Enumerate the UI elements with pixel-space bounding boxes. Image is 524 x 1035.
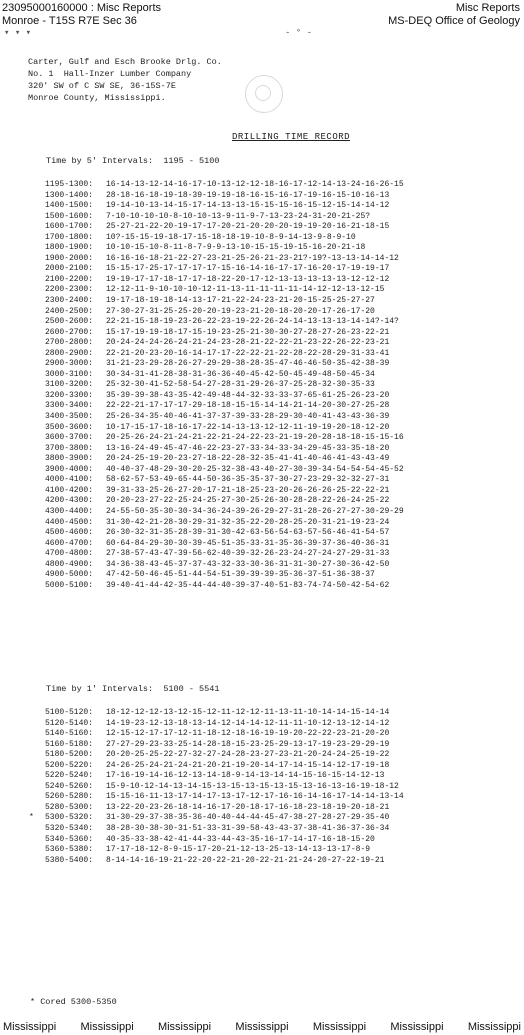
depth-interval: 3600-3700: xyxy=(45,433,94,443)
footer-state-label: Mississippi xyxy=(312,1021,367,1033)
table-row xyxy=(45,518,404,529)
time-values: 15-9-10-12-14-13-14-15-13-15-13-15-13-15-13-16-13-16-19-18-12 xyxy=(106,781,399,791)
table-row xyxy=(45,412,404,423)
depth-interval: 2200-2300: xyxy=(45,285,94,295)
time-values: 19-14-10-13-14-15-17-14-13-13-15-15-15-16-15-12-15-14-14-12 xyxy=(106,201,390,211)
time-values: 24-26-25-24-21-24-21-20-21-19-20-14-17-14-15-14-12-17-19-18 xyxy=(106,760,390,770)
depth-interval: 2900-3000: xyxy=(45,359,94,369)
document-header-right xyxy=(388,2,520,28)
table-row xyxy=(45,824,404,835)
depth-interval: 3000-3100: xyxy=(45,369,94,379)
depth-interval: 1900-2000: xyxy=(45,253,94,263)
section1-heading: Time by 5' Intervals: 1195 - 5100 xyxy=(46,156,220,166)
section2-heading: Time by 1' Intervals: 5100 - 5541 xyxy=(46,684,220,694)
time-values: 15-17-19-19-18-17-15-19-23-25-21-30-30-27-28-27-26-23-22-21 xyxy=(106,327,390,337)
company-line: 320' SW of C SW SE, 36-15S-7E xyxy=(28,81,176,91)
table-row xyxy=(29,813,404,824)
table-row xyxy=(45,317,404,328)
depth-interval: 3200-3300: xyxy=(45,390,94,400)
depth-interval: 2000-2100: xyxy=(45,264,94,274)
time-values: 40-40-37-48-29-30-20-25-32-38-43-40-27-30-39-34-54-54-54-45-52 xyxy=(106,464,404,474)
depth-interval: 5380-5400: xyxy=(45,855,94,865)
time-values: 22-21-15-18-19-23-26-22-23-19-22-26-24-14-13-13-13-14-14?-14? xyxy=(106,317,399,327)
depth-interval: 4700-4800: xyxy=(45,549,94,559)
depth-interval: 5260-5280: xyxy=(45,792,94,802)
depth-interval: 4500-4600: xyxy=(45,528,94,538)
table-row xyxy=(45,761,404,772)
depth-interval: 3300-3400: xyxy=(45,401,94,411)
time-values: 25-32-30-41-52-58-54-27-28-31-29-26-37-25-28-32-30-35-33 xyxy=(106,380,375,390)
time-values: 18-12-12-12-13-12-15-12-11-12-12-11-13-11-10-14-14-15-14-14 xyxy=(106,708,390,717)
table-row xyxy=(45,729,404,740)
table-row xyxy=(45,264,404,275)
time-values: 12-12-11-9-10-10-10-12-11-13-11-11-11-11-14-12-12-13-12-15 xyxy=(106,285,385,295)
time-values: 31-30-29-37-38-35-36-40-40-44-44-45-47-38-27-28-27-29-35-40 xyxy=(106,813,390,823)
table-row xyxy=(45,740,404,751)
company-line: No. 1 Hall-Inzer Lumber Company xyxy=(28,69,192,79)
depth-interval: 2400-2500: xyxy=(45,306,94,316)
table-row xyxy=(45,180,404,191)
time-values: 19-17-18-19-18-14-13-17-21-22-24-23-21-20-15-25-25-27-27 xyxy=(106,296,375,306)
depth-interval: 3900-4000: xyxy=(45,464,94,474)
footer-state-label: Mississippi xyxy=(235,1021,289,1033)
time-values: 58-62-57-53-49-65-44-50-36-35-35-37-30-27-23-29-32-32-27-31 xyxy=(106,475,390,485)
time-values: 15-15-17-25-17-17-17-17-15-16-14-16-17-17-16-20-17-19-19-17 xyxy=(106,264,390,274)
time-values: 17-17-18-12-8-9-15-17-20-21-12-13-25-13-14-13-13-17-8-9 xyxy=(106,845,371,855)
table-row xyxy=(45,296,404,307)
footer-state-label: Mississippi xyxy=(467,1021,521,1033)
time-values: 22-22-21-17-17-17-29-18-18-15-15-14-14-21-14-20-30-27-25-28 xyxy=(106,401,390,411)
depth-interval: 4000-4100: xyxy=(45,475,94,485)
time-values: 27-38-57-43-47-39-56-62-40-39-32-26-23-24-27-24-27-29-31-33 xyxy=(106,549,390,559)
company-line: Monroe County, Mississippi. xyxy=(28,93,166,103)
scan-mark: - ° - xyxy=(285,28,313,38)
depth-interval: 1600-1700: xyxy=(45,222,94,232)
section2-table xyxy=(29,708,404,866)
table-row xyxy=(45,792,404,803)
table-row xyxy=(45,454,404,465)
table-row xyxy=(45,539,404,550)
table-row xyxy=(45,233,404,244)
footnote: * Cored 5300-5350 xyxy=(30,997,117,1007)
table-row xyxy=(45,507,404,518)
time-values: 27-30-27-31-25-25-20-20-19-23-21-20-18-20-20-17-26-17-20 xyxy=(106,306,375,316)
table-row xyxy=(45,465,404,476)
time-values: 22-21-20-23-20-16-14-17-17-22-22-21-22-28-22-28-29-31-33-41 xyxy=(106,348,390,358)
depth-interval: 5140-5160: xyxy=(45,729,94,739)
time-values: 39-40-41-44-42-35-44-44-40-39-37-40-51-83-74-74-50-42-54-62 xyxy=(106,580,390,590)
table-row xyxy=(45,486,404,497)
depth-interval: 5180-5200: xyxy=(45,750,94,760)
depth-interval: 5300-5320: xyxy=(45,813,94,823)
depth-interval: 4100-4200: xyxy=(45,485,94,495)
table-row xyxy=(45,549,404,560)
depth-interval: 5160-5180: xyxy=(45,739,94,749)
time-values: 20-24-24-24-26-24-21-24-23-28-21-22-22-21-23-22-26-22-23-21 xyxy=(106,338,390,348)
report-type: Misc Reports xyxy=(455,2,520,14)
table-row xyxy=(45,243,404,254)
time-values: 30-34-31-41-28-38-31-36-36-40-45-42-50-45-49-48-50-45-34 xyxy=(106,369,375,379)
time-values: 16-16-16-18-21-22-27-23-21-25-26-21-23-21?-19?-13-13-14-14-12 xyxy=(106,253,399,263)
time-values: 20-24-25-19-20-23-27-18-22-28-32-35-41-41-40-46-41-43-43-49 xyxy=(106,454,390,464)
depth-interval: 5200-5220: xyxy=(45,760,94,770)
depth-interval: 4800-4900: xyxy=(45,559,94,569)
table-row xyxy=(45,708,404,719)
time-values: 34-36-38-43-45-37-37-43-32-33-30-36-31-31-30-27-30-36-42-50 xyxy=(106,559,390,569)
footer-state-label: Mississippi xyxy=(3,1021,57,1033)
depth-interval: 5120-5140: xyxy=(45,718,94,728)
time-values: 35-39-39-38-43-35-42-49-48-44-32-33-33-37-65-61-25-26-23-20 xyxy=(106,390,390,400)
footer xyxy=(0,1021,524,1033)
time-values: 13-22-20-23-26-18-14-16-17-20-18-17-16-18-23-18-19-20-18-21 xyxy=(106,802,390,812)
time-values: 12-15-12-17-17-12-11-18-12-18-16-19-19-20-22-22-23-21-20-20 xyxy=(106,729,390,739)
table-row xyxy=(45,359,404,370)
table-row xyxy=(45,581,404,592)
time-values: 40-35-33-38-42-41-44-33-44-43-35-16-17-14-17-16-18-15-20 xyxy=(106,834,375,844)
time-values: 20-20-25-25-22-27-32-27-24-28-23-27-23-21-20-24-24-25-19-22 xyxy=(106,750,390,760)
table-row xyxy=(45,349,404,360)
table-row xyxy=(45,719,404,730)
depth-interval: 1800-1900: xyxy=(45,243,94,253)
time-values: 31-30-42-21-28-30-29-31-32-35-22-20-28-25-20-31-21-19-23-24 xyxy=(106,517,390,527)
depth-interval: 2800-2900: xyxy=(45,348,94,358)
table-row xyxy=(45,856,404,867)
depth-interval: 5220-5240: xyxy=(45,771,94,781)
time-values: 16-14-13-12-14-16-17-10-13-12-12-18-16-17-12-14-13-24-16-26-15 xyxy=(106,180,404,189)
table-row xyxy=(45,201,404,212)
depth-interval: 2500-2600: xyxy=(45,317,94,327)
depth-interval: 4300-4400: xyxy=(45,506,94,516)
table-row xyxy=(45,222,404,233)
depth-interval: 1500-1600: xyxy=(45,211,94,221)
table-row xyxy=(45,370,404,381)
time-values: 47-42-50-46-45-51-44-54-51-39-39-39-35-36-37-51-36-38-37 xyxy=(106,570,375,580)
depth-interval: 3500-3600: xyxy=(45,422,94,432)
time-values: 13-16-24-49-45-47-46-22-23-27-33-34-33-34-29-45-33-35-18-20 xyxy=(106,443,390,453)
time-values: 15-15-16-11-13-17-14-17-13-17-12-17-16-16-14-16-17-14-14-13-14 xyxy=(106,792,404,802)
table-row xyxy=(45,782,404,793)
table-row xyxy=(45,803,404,814)
table-row xyxy=(45,560,404,571)
depth-interval: 5000-5100: xyxy=(45,580,94,590)
table-row xyxy=(45,328,404,339)
table-row xyxy=(45,401,404,412)
depth-interval: 1400-1500: xyxy=(45,201,94,211)
table-row xyxy=(45,528,404,539)
time-values: 38-28-30-38-30-31-51-33-31-39-58-43-43-37-38-41-36-37-36-34 xyxy=(106,824,390,834)
section1-table xyxy=(45,180,404,591)
time-values: 27-27-29-23-33-25-14-28-18-15-23-25-29-13-17-19-23-29-29-19 xyxy=(106,739,390,749)
time-values: 14-19-23-12-13-18-13-14-12-14-14-12-11-11-10-12-13-12-14-12 xyxy=(106,718,390,728)
depth-interval: 2100-2200: xyxy=(45,274,94,284)
table-row xyxy=(45,570,404,581)
watermark-seal xyxy=(245,75,283,113)
time-values: 20-25-26-24-21-24-21-22-21-24-22-23-21-19-20-28-18-18-15-15-16 xyxy=(106,433,404,443)
table-row xyxy=(45,845,404,856)
table-row xyxy=(45,750,404,761)
table-row xyxy=(45,835,404,846)
office-name: MS-DEQ Office of Geology xyxy=(388,15,520,27)
depth-interval: 3400-3500: xyxy=(45,412,94,422)
depth-interval: 4200-4300: xyxy=(45,496,94,506)
depth-interval: 5360-5380: xyxy=(45,845,94,855)
footer-state-label: Mississippi xyxy=(157,1021,212,1033)
table-row xyxy=(45,771,404,782)
footer-state-label: Mississippi xyxy=(390,1021,444,1033)
depth-interval: 4400-4500: xyxy=(45,517,94,527)
time-values: 60-64-84-29-30-30-39-45-51-35-33-31-35-36-39-37-36-40-36-31 xyxy=(106,538,390,548)
time-values: 8-14-14-16-19-21-22-20-22-21-20-22-21-21-24-20-27-22-19-21 xyxy=(106,855,385,865)
record-title: DRILLING TIME RECORD xyxy=(232,132,351,142)
document-header-left xyxy=(2,2,161,28)
time-values: 24-55-50-35-30-30-34-36-24-39-26-29-27-31-28-26-27-27-30-29-29 xyxy=(106,506,404,516)
table-row xyxy=(45,285,404,296)
scan-mark: ▾ ▾ ▾ xyxy=(4,28,32,38)
table-row xyxy=(45,423,404,434)
row-marker: * xyxy=(29,813,34,823)
time-values: 10-10-15-10-8-11-8-7-9-9-13-10-15-15-19-15-16-20-21-18 xyxy=(106,243,366,253)
time-values: 26-30-32-31-35-28-39-31-30-42-63-56-54-63-57-56-46-41-54-57 xyxy=(106,528,390,538)
depth-interval: 4600-4700: xyxy=(45,538,94,548)
depth-interval: 3800-3900: xyxy=(45,454,94,464)
table-row xyxy=(45,212,404,223)
table-row xyxy=(45,191,404,202)
depth-interval: 5340-5360: xyxy=(45,834,94,844)
time-values: 19-19-17-17-18-17-17-18-22-20-17-12-13-13-13-13-13-12-12-12 xyxy=(106,274,390,284)
time-values: 28-18-16-18-19-18-39-19-19-18-16-15-16-17-19-16-15-10-16-13 xyxy=(106,190,390,200)
table-row xyxy=(45,338,404,349)
time-values: 39-31-33-25-26-27-20-17-21-18-25-23-20-26-26-26-25-22-22-21 xyxy=(106,485,390,495)
table-row xyxy=(45,254,404,265)
footer-state-label: Mississippi xyxy=(80,1021,134,1033)
depth-interval: 3100-3200: xyxy=(45,380,94,390)
depth-interval: 5320-5340: xyxy=(45,824,94,834)
depth-interval: 1700-1800: xyxy=(45,232,94,242)
table-row xyxy=(45,275,404,286)
time-values: 7-10-10-10-10-8-10-10-13-9-11-9-7-13-23-24-31-20-21-25? xyxy=(106,211,371,221)
time-values: 31-21-23-29-28-26-27-29-29-38-28-35-47-46-46-50-35-42-38-39 xyxy=(106,359,390,369)
depth-interval: 5240-5260: xyxy=(45,781,94,791)
table-row xyxy=(45,444,404,455)
table-row xyxy=(45,307,404,318)
time-values: 20-20-23-27-22-25-24-25-27-30-25-26-30-28-28-22-26-24-25-22 xyxy=(106,496,390,506)
location-line: Monroe - T15S R7E Sec 36 xyxy=(2,15,137,27)
table-row xyxy=(45,391,404,402)
depth-interval: 1195-1300: xyxy=(45,180,94,189)
company-line: Carter, Gulf and Esch Brooke Drlg. Co. xyxy=(28,57,222,67)
table-row xyxy=(45,475,404,486)
time-values: 25-26-34-35-40-46-41-37-37-39-33-28-29-30-40-41-43-43-36-39 xyxy=(106,412,390,422)
depth-interval: 3700-3800: xyxy=(45,443,94,453)
table-row xyxy=(45,380,404,391)
depth-interval: 2600-2700: xyxy=(45,327,94,337)
table-row xyxy=(45,433,404,444)
depth-interval: 4900-5000: xyxy=(45,570,94,580)
depth-interval: 5100-5120: xyxy=(45,708,94,717)
time-values: 10-17-15-17-18-16-17-22-14-13-13-12-12-11-19-19-20-18-12-20 xyxy=(106,422,390,432)
depth-interval: 5280-5300: xyxy=(45,802,94,812)
document-id: 23095000160000 : Misc Reports xyxy=(2,2,161,14)
depth-interval: 1300-1400: xyxy=(45,190,94,200)
time-values: 10?-15-15-19-18-17-15-18-18-19-10-8-9-14-13-9-8-9-10 xyxy=(106,232,356,242)
depth-interval: 2300-2400: xyxy=(45,296,94,306)
depth-interval: 2700-2800: xyxy=(45,338,94,348)
table-row xyxy=(45,496,404,507)
time-values: 25-27-21-22-20-19-17-17-20-21-20-20-20-19-19-20-16-21-18-15 xyxy=(106,222,390,232)
company-block xyxy=(28,56,222,104)
time-values: 17-16-19-14-16-12-13-14-18-9-14-13-14-14-15-16-15-14-12-13 xyxy=(106,771,385,781)
